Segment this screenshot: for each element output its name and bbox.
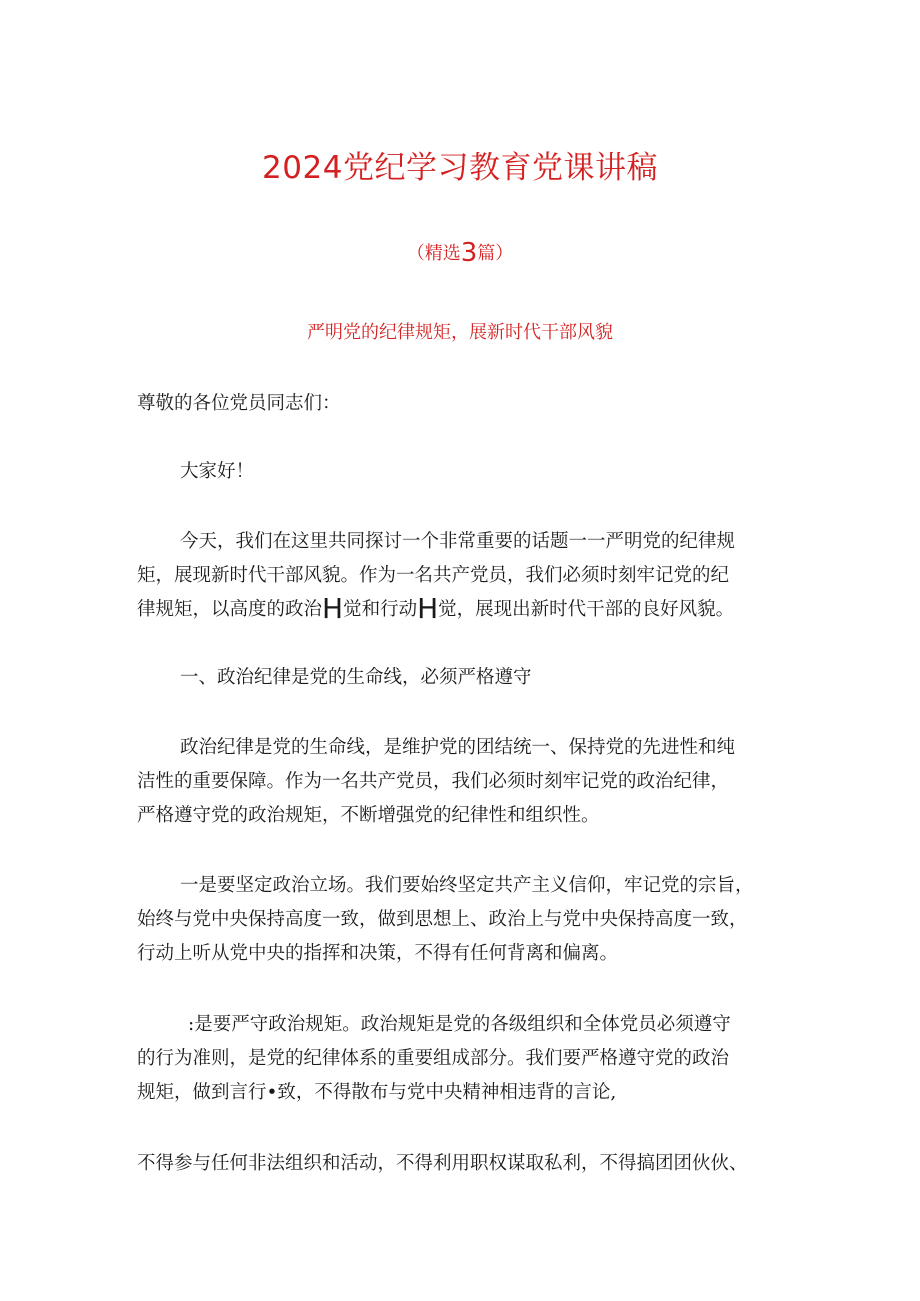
para1-line3-b: 觉和行动 bbox=[343, 599, 418, 620]
para1-line3 bbox=[137, 592, 735, 625]
para1-line1: 今天，我们在这里共同探讨一个非常重要的话题一一严明党的纪律规 bbox=[180, 531, 736, 552]
para2-line1: 政治纪律是党的生命线，是维护党的团结统一、保持党的先进性和纯 bbox=[180, 737, 736, 758]
para1-line3-c: 觉，展现出新时代干部的良好风貌。 bbox=[438, 599, 735, 620]
para1-glyph-h1: H bbox=[322, 592, 344, 625]
point1-heading: 一、政治纪律是党的生命线，必须严格遵守 bbox=[180, 667, 532, 688]
para4-line3: 规矩，做到言行•致，不得散布与党中央精神相违背的言论, bbox=[137, 1082, 617, 1103]
section-heading: 严明党的纪律规矩，展新时代干部风貌 bbox=[307, 322, 613, 343]
greeting: 大家好！ bbox=[180, 461, 255, 482]
para1-glyph-h2: H bbox=[417, 592, 439, 625]
para2-line3: 严格遵守党的政治规矩，不断增强党的纪律性和组织性。 bbox=[137, 805, 600, 826]
para1-line3-a: 律规矩，以高度的政治 bbox=[137, 599, 323, 620]
subtitle-close: 篇） bbox=[477, 243, 514, 264]
para5-line1: 不得参与任何非法组织和活动，不得利用职权谋取私利，不得搞团团伙伙、 bbox=[137, 1153, 748, 1174]
subtitle-count: 3 bbox=[460, 238, 478, 268]
para3-line1: 一是要坚定政治立场。我们要始终坚定共产主义信仰，牢记党的宗旨， bbox=[180, 875, 754, 896]
para1-line2: 矩，展现新时代干部风貌。作为一名共产党员，我们必须时刻牢记党的纪 bbox=[137, 565, 730, 586]
document-title: 2024党纪学习教育党课讲稿 bbox=[262, 150, 658, 186]
document-subtitle bbox=[0, 236, 920, 271]
para4-line1: :是要严守政治规矩。政治规矩是党的各级组织和全体党员必须遵守 bbox=[188, 1014, 731, 1035]
subtitle-open: （精选 bbox=[406, 243, 461, 264]
para3-line2: 始终与党中央保持高度一致，做到思想上、政治上与党中央保持高度一致， bbox=[137, 909, 748, 930]
para4-line2: 的行为准则，是党的纪律体系的重要组成部分。我们要严格遵守党的政治 bbox=[137, 1048, 730, 1069]
salutation: 尊敬的各位党员同志们： bbox=[137, 393, 341, 414]
para3-line3: 行动上听从党中央的指挥和决策，不得有任何背离和偏离。 bbox=[137, 943, 619, 964]
para2-line2: 洁性的重要保障。作为一名共产党员，我们必须时刻牢记党的政治纪律， bbox=[137, 771, 730, 792]
